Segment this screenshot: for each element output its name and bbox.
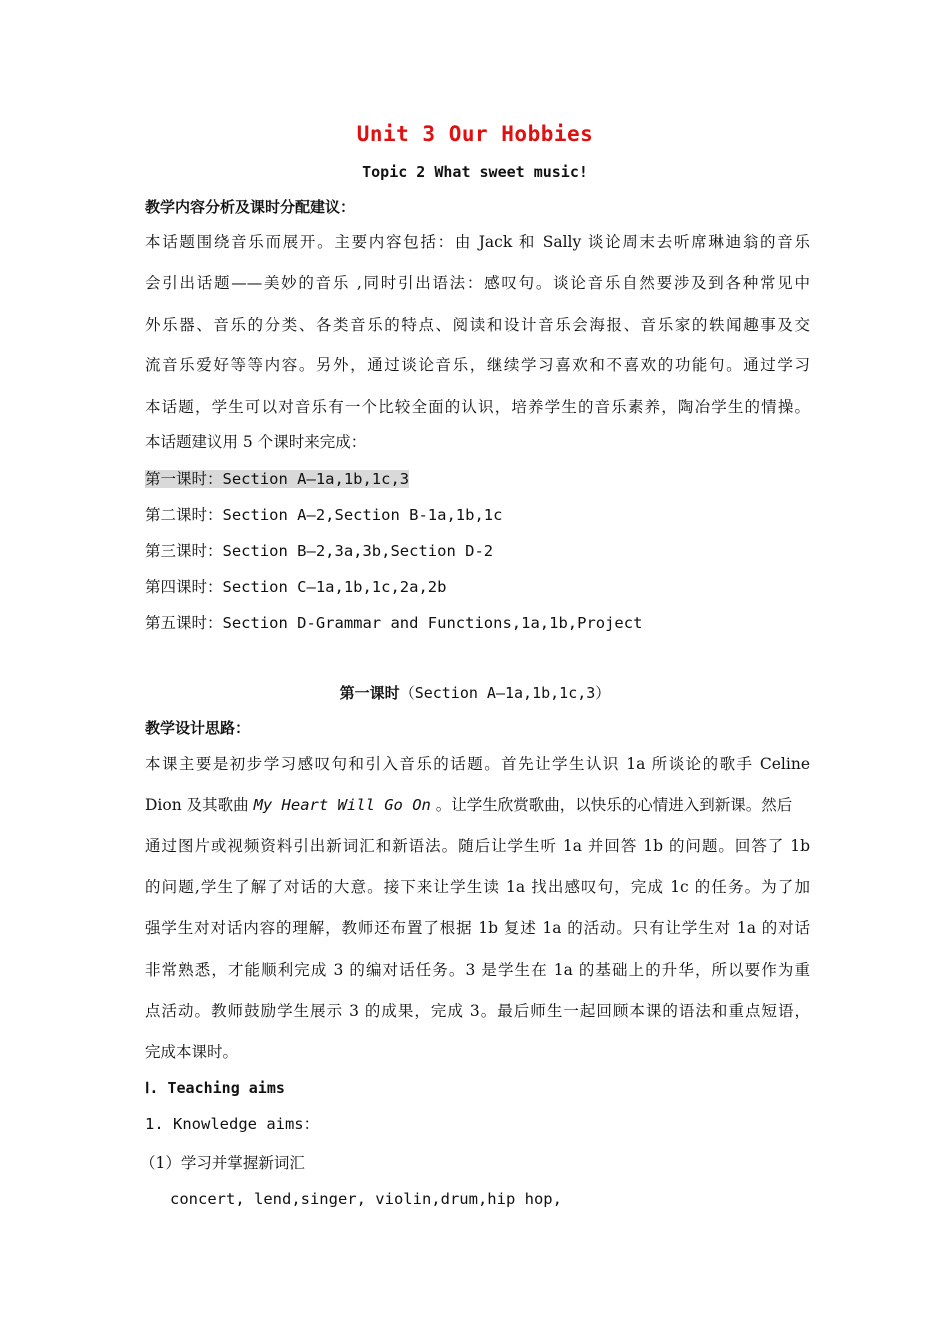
design-heading: 教学设计思路： [145,719,251,737]
teaching-aims-heading: Ⅰ. Teaching aims [145,1079,285,1097]
intro-line-3: 外乐器、音乐的分类、各类音乐的特点、阅读和设计音乐会海报、音乐家的轶闻趣事及交 [145,316,810,334]
design-line-7: 点活动。教师鼓励学生展示 3 的成果，完成 3。最后师生一起回顾本课的语法和重点短语， [145,1002,810,1020]
period-4: 第四课时：Section C—1a,1b,1c,2a,2b [145,578,447,596]
lesson-heading [0,682,950,703]
topic-subtitle: Topic 2 What sweet music! [362,163,588,181]
period-1 [145,469,409,489]
song-title: My Heart Will Go On [253,796,431,814]
intro-line-4: 流音乐爱好等等内容。另外，通过谈论音乐，继续学习喜欢和不喜欢的功能句。通过学习 [145,356,810,374]
period-2: 第二课时：Section A—2,Section B-1a,1b,1c [145,506,503,524]
lesson-heading-en: （Section A—1a,1b,1c,3） [399,684,611,702]
design-line-2-pre: Dion 及其歌曲 [145,796,254,814]
design-line-1: 本课主要是初步学习感叹句和引入音乐的话题。首先让学生认识 1a 所谈论的歌手 Celine [145,755,810,773]
knowledge-aims: 1. Knowledge aims： [145,1115,320,1133]
design-line-5: 强学生对对话内容的理解，教师还布置了根据 1b 复述 1a 的活动。只有让学生对 1a 的对话 [145,919,810,937]
design-line-3: 通过图片或视频资料引出新词汇和新语法。随后让学生听 1a 并回答 1b 的问题。回答了 1b [145,837,810,855]
design-line-6: 非常熟悉，才能顺利完成 3 的编对话任务。3 是学生在 1a 的基础上的升华，所以要作为重 [145,961,810,979]
design-line-2-post: 。让学生欣赏歌曲，以快乐的心情进入到新课。然后 [430,796,793,814]
period-3: 第三课时：Section B—2,3a,3b,Section D-2 [145,542,494,560]
analysis-heading: 教学内容分析及课时分配建议： [145,198,356,216]
lesson-heading-cn: 第一课时 [339,684,400,702]
intro-line-6: 本话题建议用 5 个课时来完成： [145,433,367,451]
design-line-4: 的问题,学生了解了对话的大意。接下来让学生读 1a 找出感叹句，完成 1c 的任务。为了加 [145,878,810,896]
period-5: 第五课时：Section D-Grammar and Functions,1a,1b,Project [145,614,643,632]
intro-line-5: 本话题，学生可以对音乐有一个比较全面的认识，培养学生的音乐素养，陶冶学生的情操。 [145,398,810,416]
intro-line-1: 本话题围绕音乐而展开。主要内容包括：由 Jack 和 Sally 谈论周末去听席琳迪翁的音乐 [145,233,810,251]
design-line-8: 完成本课时。 [145,1043,239,1061]
vocab-words: concert, lend,singer, violin,drum,hip hop, [170,1190,562,1208]
period-1-text: 第一课时：Section A—1a,1b,1c,3 [145,470,410,488]
design-line-2 [145,795,792,815]
vocab-item: （1）学习并掌握新词汇 [140,1154,305,1172]
document-title: Unit 3 Our Hobbies [356,122,594,146]
intro-line-2: 会引出话题——美妙的音乐 ,同时引出语法：感叹句。谈论音乐自然要涉及到各种常见中 [145,274,810,292]
